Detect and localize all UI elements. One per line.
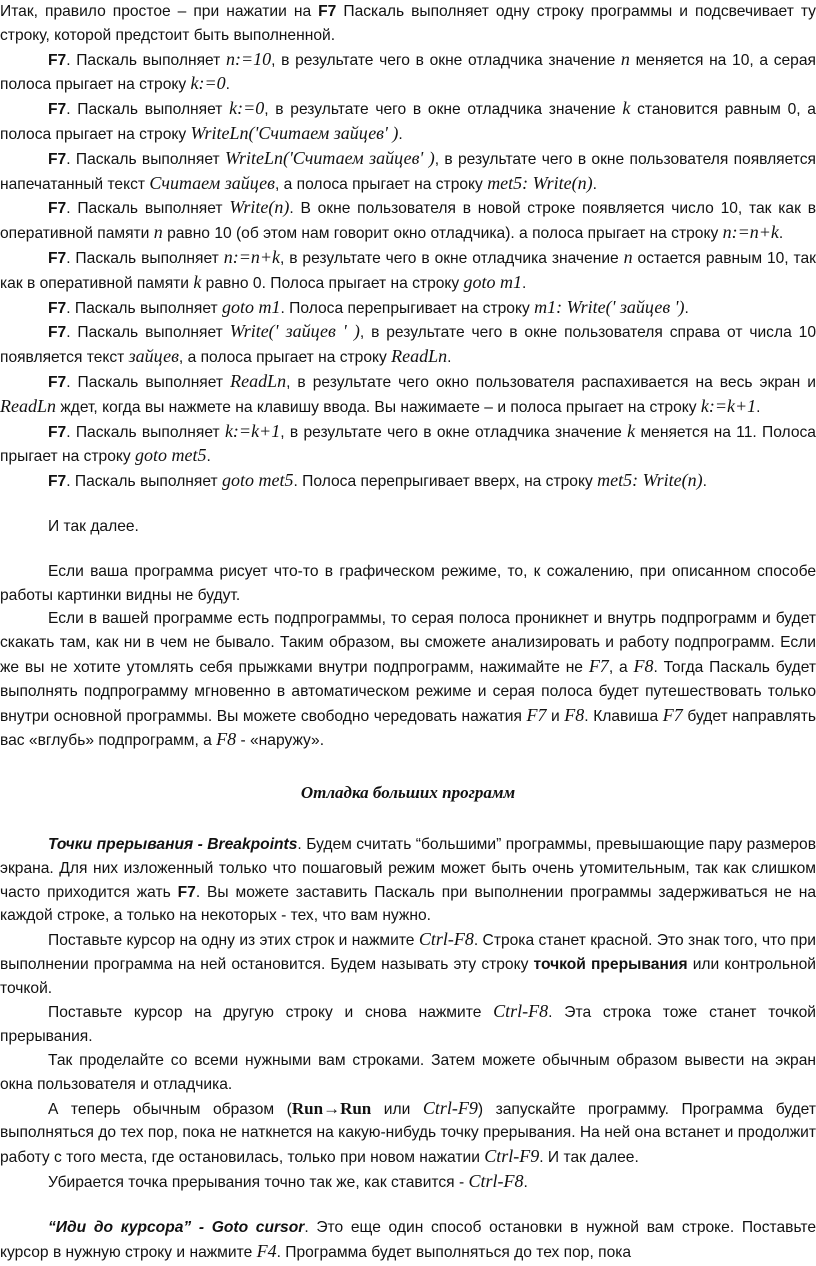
code-snippet: F7 [526, 704, 547, 725]
text-run: остается равным 10, так как в оперативной памяти [0, 249, 816, 292]
text-run: , в результате чего в окне отладчика значение [280, 423, 628, 441]
code-snippet: k [627, 420, 636, 441]
bold-text: F7 [48, 299, 67, 317]
text-run: Отладка больших программ [300, 783, 516, 803]
bold-text: F7 [48, 101, 67, 119]
text-run: . Вы можете заставить Паскаль при выполнении программы задерживаться не на каждой строке, а только на некоторых - тех, что вам нужно. [0, 883, 816, 925]
text-run: или [371, 1100, 423, 1118]
code-snippet: Write(' зайцев ' ) [229, 321, 360, 342]
text-run: Поставьте курсор на одну из этих строк и нажмите [48, 932, 419, 950]
code-snippet: Ctrl-F9 [422, 1097, 478, 1118]
code-snippet: n [153, 222, 163, 243]
code-snippet: k [622, 98, 631, 119]
text-run: . Паскаль выполняет [66, 150, 225, 168]
paragraph-p17 [0, 1000, 816, 1049]
text-run: . [447, 349, 452, 367]
text-run: . [778, 225, 784, 243]
paragraph-p15 [0, 833, 816, 928]
paragraph-p21 [0, 1216, 816, 1265]
text-run: . [592, 175, 597, 193]
code-snippet: goto m1 [222, 296, 281, 317]
paragraph-p14 [0, 607, 816, 753]
code-snippet: F8 [216, 729, 237, 750]
text-run: - «наружу». [236, 732, 325, 750]
text-run: Если ваша программа рисует что-то в графическом режиме, то, к сожалению, при описанном способе работы картинки видны не будут. [0, 562, 816, 604]
code-snippet: n [620, 48, 630, 69]
bold-text: → [323, 1098, 341, 1118]
paragraph-p10 [0, 420, 816, 470]
code-snippet: n [623, 246, 633, 267]
code-snippet: F7 [662, 704, 683, 725]
paragraph-p06 [0, 246, 816, 296]
text-run: , в результате чего в окне отладчика значение [279, 249, 624, 267]
code-snippet: F8 [633, 655, 654, 676]
code-snippet: F8 [564, 704, 585, 725]
code-snippet: k:=0 [190, 73, 226, 94]
code-snippet: WriteLn('Считаем зайцев' ) [190, 122, 399, 143]
code-snippet: k:=k+1 [700, 395, 757, 416]
bold-text: F7 [48, 150, 67, 168]
bold-text: F7 [48, 373, 67, 391]
bold-text: F7 [48, 473, 67, 491]
paragraph-p19 [0, 1097, 816, 1170]
text-run: . [206, 448, 211, 466]
text-run: и [546, 707, 565, 725]
text-run: . Тогда Паскаль будет выполнять подпрограмму мгновенно в автоматическом режиме и серая полоса будет путешествовать только внутри основной программы. Вы можете свободно чередовать нажатия [0, 658, 816, 725]
text-run: ) запускайте программу. Программа будет выполняться до тех пор, пока не наткнется на какую-нибудь точку прерывания. На ней она встанет и продолжит работу с того места, где остановилась, только при новом нажатии [0, 1100, 816, 1167]
bold-text: F7 [48, 51, 67, 69]
text-run: ждет, когда вы нажмете на клавишу ввода. Вы нажимаете – и полоса прыгает на строку [56, 398, 701, 416]
text-run: . Паскаль выполняет [66, 299, 222, 317]
text-run: меняется на 10, а серая полоса прыгает на строку [0, 51, 816, 94]
code-snippet: goto met5 [135, 445, 207, 466]
text-run: . [523, 1174, 528, 1192]
paragraph-p18 [0, 1049, 816, 1097]
text-run: равно 0. Полоса прыгает на строку [201, 274, 464, 292]
code-snippet: n:=10 [226, 48, 272, 69]
text-run: . Будем считать “большими” программы, превышающие пару размеров экрана. Для них изложенный только что пошаговый режим может быть очень утомительным, так как слишком часто приходится жать [0, 835, 816, 901]
bold-text: F7 [48, 423, 67, 441]
paragraph-p13 [0, 560, 816, 608]
bold-text: Точки прерывания - Breakpoints [48, 835, 298, 853]
text-run: Поставьте курсор на другую строку и снова нажмите [48, 1004, 494, 1022]
text-run: . Паскаль выполняет [66, 373, 231, 391]
text-run: , в результате чего окно пользователя распахивается на весь экран и [286, 373, 816, 391]
text-run: , в результате чего в окне отладчика значение [271, 51, 621, 69]
text-run: становится равным 0, а полоса прыгает на строку [0, 101, 816, 143]
text-run: . Паскаль выполняет [66, 200, 230, 218]
text-run: А теперь обычным образом ( [48, 1100, 292, 1118]
code-snippet: k:=0 [229, 98, 265, 119]
text-run: . Клавиша [584, 707, 663, 725]
text-run: . [398, 125, 403, 143]
text-run: . [522, 274, 527, 292]
text-run: равно 10 (об этом нам говорит окно отладчика). а полоса прыгает на строку [162, 225, 723, 243]
paragraph-p02 [0, 48, 816, 98]
code-snippet: m1: Write(' зайцев ') [534, 296, 685, 317]
text-run: Убирается точка прерывания точно так же, как ставится - [48, 1174, 469, 1192]
code-snippet: met5: Write(n) [487, 172, 593, 193]
bold-text: F7 [48, 324, 67, 342]
code-snippet: зайцев [128, 346, 179, 367]
text-run: . Программа будет выполняться до тех пор, пока [276, 1243, 632, 1261]
code-snippet: goto met5 [222, 470, 294, 491]
code-snippet: Ctrl-F8 [468, 1171, 524, 1192]
paragraph-p20 [0, 1170, 816, 1195]
code-snippet: k [193, 271, 202, 292]
text-run: , в результате чего в окне отладчика значение [264, 101, 623, 119]
code-snippet: ReadLn [230, 370, 287, 391]
text-run: . В окне пользователя в новой строке появляется число 10, так как в оперативной памяти [0, 200, 816, 243]
text-run: , а полоса прыгает на строку [274, 175, 488, 193]
code-snippet: goto m1 [463, 271, 523, 292]
text-run: Паскаль выполняет одну строку программы и подсвечивает ту строку, которой предстоит быть выполненной. [0, 3, 816, 44]
text-run: меняется на 11. Полоса прыгает на строку [0, 423, 816, 466]
paragraph-spacer [0, 539, 816, 560]
section-heading [0, 781, 816, 805]
code-snippet: met5: Write(n) [597, 470, 703, 491]
code-snippet: k:=k+1 [224, 420, 281, 441]
code-snippet: Ctrl-F8 [493, 1001, 549, 1022]
code-snippet: Write(n) [229, 197, 290, 218]
bold-text: Run [291, 1098, 324, 1118]
code-snippet: ReadLn [391, 346, 448, 367]
bold-text: точкой прерывания [533, 955, 688, 973]
bold-text: F7 [48, 200, 67, 218]
text-run: . Полоса перепрыгивает на строку [280, 299, 535, 317]
text-run: . [702, 473, 707, 491]
bold-text: F7 [318, 3, 337, 20]
code-snippet: F4 [256, 1240, 277, 1261]
bold-text: Run [340, 1098, 372, 1118]
text-run: или контрольной точкой. [0, 955, 816, 997]
text-run: Если в вашей программе есть подпрограммы, то серая полоса проникнет и внутрь подпрограмм и будет скакать там, как ни в чем не бывало. Таким образом, вы сможете анализировать и работу подпрограмм. Если же вы не хотите утомлять себя прыжками внутри подпрограмм, нажимайте не [0, 610, 816, 676]
text-run: , в результате чего в окне пользователя справа от числа 10 появляется текст [0, 324, 816, 367]
text-run: . Эта строка тоже станет точкой прерывания. [0, 1004, 816, 1046]
code-snippet: F7 [588, 655, 609, 676]
text-run: . Паскаль выполняет [66, 51, 226, 69]
text-run: . Это еще один способ остановки в нужной вам строке. Поставьте курсор в нужную строку и нажмите [0, 1218, 816, 1261]
text-run: И так далее. [48, 517, 139, 535]
text-run: , в результате чего в окне пользователя появляется напечатанный текст [0, 150, 816, 193]
text-run: . Паскаль выполняет [66, 423, 225, 441]
paragraph-spacer [0, 1195, 816, 1216]
paragraph-spacer [0, 494, 816, 515]
paragraph-p05 [0, 196, 816, 246]
paragraph-p01 [0, 0, 816, 48]
paragraph-p09 [0, 370, 816, 420]
bold-text: F7 [177, 883, 196, 901]
text-run: , а [608, 658, 634, 676]
text-run: будет направлять вас «вглубь» подпрограмм, а [0, 707, 816, 750]
paragraph-spacer [0, 805, 816, 833]
text-run: . [225, 76, 231, 94]
code-snippet: n:=n+k [223, 246, 280, 267]
paragraph-p08 [0, 320, 816, 370]
code-snippet: WriteLn('Считаем зайцев' ) [224, 147, 435, 168]
bold-text: F7 [48, 249, 67, 267]
text-run: . Паскаль выполняет [66, 101, 230, 119]
paragraph-p16 [0, 928, 816, 1000]
text-run: . Паскаль выполняет [66, 473, 222, 491]
code-snippet: Ctrl-F9 [484, 1146, 540, 1167]
text-run: . [756, 398, 761, 416]
text-run: . Паскаль выполняет [66, 249, 224, 267]
code-snippet: n:=n+k [722, 222, 779, 243]
paragraph-p11 [0, 469, 816, 494]
text-run: . Строка станет красной. Это знак того, что при выполнении программа на ней остановится. Будем называть эту строку [0, 932, 816, 973]
paragraph-p07 [0, 296, 816, 321]
paragraph-p03 [0, 97, 816, 147]
text-run: . Полоса перепрыгивает вверх, на строку [293, 473, 598, 491]
paragraph-spacer [0, 753, 816, 781]
text-run: , а полоса прыгает на строку [178, 349, 392, 367]
code-snippet: Ctrl-F8 [418, 929, 474, 950]
text-run: . Паскаль выполняет [66, 324, 230, 342]
code-snippet: ReadLn [0, 395, 56, 416]
bold-text: “Иди до курсора” - Goto cursor [48, 1218, 305, 1236]
text-run: Так проделайте со всеми нужными вам строками. Затем можете обычным образом вывести на экран окна пользователя и отладчика. [0, 1052, 816, 1093]
paragraph-p12 [0, 515, 816, 539]
text-run: Итак, правило простое – при нажатии на [0, 3, 319, 20]
code-snippet: Считаем зайцев [149, 172, 275, 193]
paragraph-p04 [0, 147, 816, 197]
text-run: . И так далее. [539, 1149, 639, 1167]
text-run: . [684, 299, 689, 317]
